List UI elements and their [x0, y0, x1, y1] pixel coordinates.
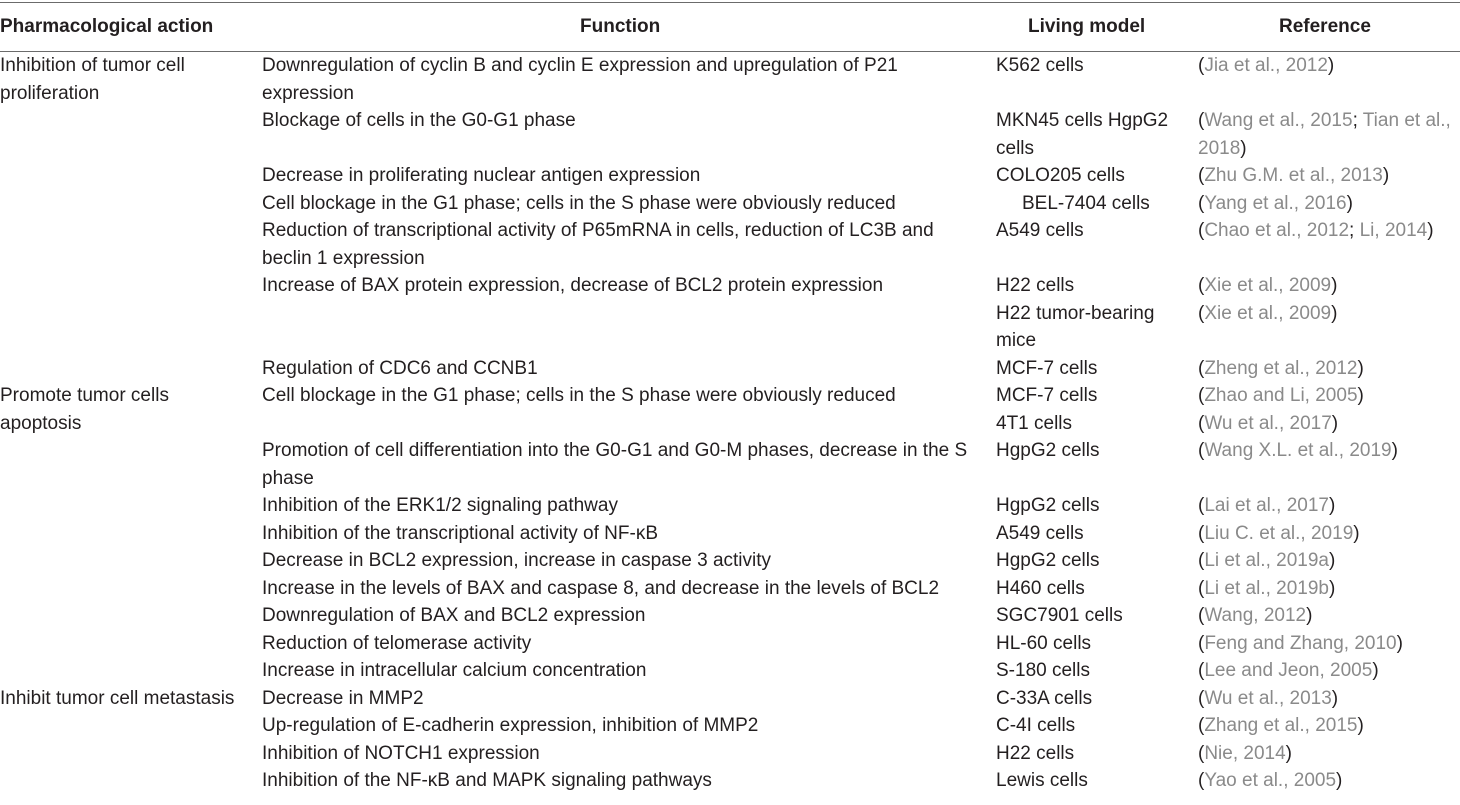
- reference-link[interactable]: Yang et al., 2016: [1204, 192, 1347, 214]
- cell-pharmacological-action: Promote tumor cells apoptosis: [0, 385, 169, 434]
- table-row: [0, 410, 1460, 438]
- reference-link[interactable]: Wang, 2012: [1204, 605, 1307, 626]
- reference-link[interactable]: Zhao and Li, 2005: [1204, 385, 1358, 406]
- cell-function: Promotion of cell differentiation into the G0-G1 and G0-M phases, decrease in the S phase: [262, 440, 968, 489]
- table-row: [0, 190, 1460, 218]
- table-row: [0, 272, 1460, 300]
- cell-living-model: MKN45 cells HgpG2 cells: [996, 110, 1169, 159]
- cell-living-model: C-33A cells: [996, 687, 1093, 709]
- table-row: [0, 547, 1460, 575]
- reference-link[interactable]: Lai et al., 2017: [1204, 495, 1329, 516]
- cell-function: Cell blockage in the G1 phase; cells in the S phase were obviously reduced: [262, 385, 896, 406]
- cell-living-model: BEL-7404 cells: [1022, 192, 1150, 214]
- table-row: [0, 657, 1460, 685]
- reference-link[interactable]: Wu et al., 2017: [1204, 412, 1332, 434]
- reference-link[interactable]: Li, 2014: [1359, 220, 1428, 241]
- table-row: [0, 300, 1460, 355]
- table-row: [0, 437, 1460, 492]
- cell-function: Reduction of telomerase activity: [262, 632, 532, 654]
- cell-reference: (Feng and Zhang, 2010): [1198, 632, 1403, 654]
- table-row: [0, 52, 1460, 107]
- cell-living-model: H22 tumor-bearing mice: [996, 302, 1155, 351]
- header-living-model: Living model: [1028, 16, 1146, 37]
- header-function: Function: [580, 16, 661, 37]
- cell-living-model: COLO205 cells: [996, 165, 1125, 186]
- table-row: [0, 492, 1460, 520]
- cell-reference: (Wang, 2012): [1198, 605, 1313, 626]
- cell-reference: (Jia et al., 2012): [1198, 55, 1335, 76]
- cell-reference: (Nie, 2014): [1198, 742, 1292, 764]
- reference-link[interactable]: Lee and Jeon, 2005: [1204, 660, 1373, 681]
- table-row: [0, 162, 1460, 190]
- table-row: [0, 740, 1460, 768]
- cell-function: Downregulation of cyclin B and cyclin E expression and upregulation of P21 expression: [262, 55, 898, 104]
- cell-function: Increase in the levels of BAX and caspase 8, and decrease in the levels of BCL2: [262, 577, 940, 599]
- table-row: [0, 355, 1460, 383]
- table-row: [0, 217, 1460, 272]
- reference-link[interactable]: Li et al., 2019a: [1204, 550, 1329, 571]
- cell-function: Blockage of cells in the G0-G1 phase: [262, 110, 576, 131]
- table-row: [0, 712, 1460, 740]
- reference-link[interactable]: Chao et al., 2012: [1204, 220, 1350, 241]
- cell-function: Up-regulation of E-cadherin expression, inhibition of MMP2: [262, 715, 759, 736]
- reference-link[interactable]: Feng and Zhang, 2010: [1204, 632, 1397, 654]
- cell-reference: (Li et al., 2019b): [1198, 577, 1336, 599]
- cell-living-model: K562 cells: [996, 55, 1084, 76]
- cell-reference: (Xie et al., 2009): [1198, 275, 1338, 296]
- table-body: [0, 52, 1460, 795]
- cell-living-model: 4T1 cells: [996, 412, 1073, 434]
- cell-reference: (Yang et al., 2016): [1198, 192, 1353, 214]
- cell-living-model: HgpG2 cells: [996, 550, 1100, 571]
- table-row: [0, 520, 1460, 548]
- cell-living-model: SGC7901 cells: [996, 605, 1123, 626]
- cell-living-model: H460 cells: [996, 577, 1085, 599]
- cell-reference: (Li et al., 2019a): [1198, 550, 1336, 571]
- table-row: [0, 602, 1460, 630]
- pharmacology-table: [0, 2, 1460, 795]
- cell-reference: (Wang et al., 2015; Tian et al., 2018): [1198, 110, 1451, 159]
- cell-function: Increase of BAX protein expression, decrease of BCL2 protein expression: [262, 275, 884, 296]
- cell-function: Inhibition of NOTCH1 expression: [262, 742, 540, 764]
- reference-link[interactable]: Jia et al., 2012: [1204, 55, 1328, 76]
- reference-link[interactable]: Wang X.L. et al., 2019: [1204, 440, 1392, 461]
- cell-living-model: A549 cells: [996, 522, 1084, 544]
- cell-reference: (Lee and Jeon, 2005): [1198, 660, 1379, 681]
- cell-reference: (Zhao and Li, 2005): [1198, 385, 1364, 406]
- reference-link[interactable]: Zhu G.M. et al., 2013: [1204, 165, 1383, 186]
- header-pharmacological-action: Pharmacological action: [0, 16, 214, 37]
- reference-link[interactable]: Tian et al., 2018: [1198, 110, 1451, 159]
- cell-living-model: C-4I cells: [996, 715, 1076, 736]
- table-row: [0, 107, 1460, 162]
- reference-link[interactable]: Wang et al., 2015: [1204, 110, 1353, 131]
- cell-reference: (Xie et al., 2009): [1198, 302, 1338, 324]
- reference-link[interactable]: Zheng et al., 2012: [1204, 357, 1358, 379]
- cell-pharmacological-action: Inhibit tumor cell metastasis: [0, 687, 235, 709]
- reference-link[interactable]: Li et al., 2019b: [1204, 577, 1329, 599]
- cell-reference: (Zheng et al., 2012): [1198, 357, 1364, 379]
- table-header: [0, 2, 1460, 52]
- cell-living-model: MCF-7 cells: [996, 357, 1098, 379]
- cell-function: Downregulation of BAX and BCL2 expression: [262, 605, 646, 626]
- cell-function: Reduction of transcriptional activity of P65mRNA in cells, reduction of LC3B and beclin 1 expression: [262, 220, 934, 269]
- cell-function: Increase in intracellular calcium concentration: [262, 660, 647, 681]
- cell-living-model: H22 cells: [996, 275, 1075, 296]
- cell-living-model: MCF-7 cells: [996, 385, 1098, 406]
- cell-living-model: S-180 cells: [996, 660, 1090, 681]
- reference-link[interactable]: Yao et al., 2005: [1204, 770, 1337, 791]
- cell-living-model: A549 cells: [996, 220, 1084, 241]
- cell-function: Cell blockage in the G1 phase; cells in the S phase were obviously reduced: [262, 192, 896, 214]
- reference-link[interactable]: Liu C. et al., 2019: [1204, 522, 1354, 544]
- header-reference: Reference: [1279, 16, 1371, 37]
- table-row: [0, 767, 1460, 795]
- cell-reference: (Yao et al., 2005): [1198, 770, 1343, 791]
- cell-reference: (Zhu G.M. et al., 2013): [1198, 165, 1390, 186]
- cell-pharmacological-action: Inhibition of tumor cell proliferation: [0, 55, 185, 104]
- cell-function: Inhibition of the transcriptional activity of NF-κB: [262, 522, 659, 544]
- cell-living-model: HgpG2 cells: [996, 440, 1100, 461]
- cell-function: Inhibition of the NF-κB and MAPK signaling pathways: [262, 770, 712, 791]
- cell-function: Decrease in MMP2: [262, 687, 424, 709]
- cell-reference: (Liu C. et al., 2019): [1198, 522, 1360, 544]
- table-row: [0, 685, 1460, 713]
- cell-living-model: HL-60 cells: [996, 632, 1092, 654]
- cell-function: Decrease in proliferating nuclear antigen expression: [262, 165, 701, 186]
- table-row: [0, 575, 1460, 603]
- cell-reference: (Wang X.L. et al., 2019): [1198, 440, 1398, 461]
- cell-living-model: HgpG2 cells: [996, 495, 1100, 516]
- cell-reference: (Wu et al., 2017): [1198, 412, 1339, 434]
- reference-link[interactable]: Nie, 2014: [1204, 742, 1286, 764]
- cell-function: Inhibition of the ERK1/2 signaling pathway: [262, 495, 618, 516]
- cell-living-model: Lewis cells: [996, 770, 1088, 791]
- reference-link[interactable]: Zhang et al., 2015: [1204, 715, 1358, 736]
- cell-reference: (Wu et al., 2013): [1198, 687, 1339, 709]
- cell-reference: (Chao et al., 2012; Li, 2014): [1198, 220, 1434, 241]
- reference-link[interactable]: Xie et al., 2009: [1204, 302, 1332, 324]
- reference-link[interactable]: Wu et al., 2013: [1204, 687, 1332, 709]
- table-row: [0, 630, 1460, 658]
- cell-function: Decrease in BCL2 expression, increase in caspase 3 activity: [262, 550, 772, 571]
- cell-reference: (Lai et al., 2017): [1198, 495, 1336, 516]
- cell-living-model: H22 cells: [996, 742, 1075, 764]
- cell-function: Regulation of CDC6 and CCNB1: [262, 357, 538, 379]
- reference-link[interactable]: Xie et al., 2009: [1204, 275, 1332, 296]
- cell-reference: (Zhang et al., 2015): [1198, 715, 1364, 736]
